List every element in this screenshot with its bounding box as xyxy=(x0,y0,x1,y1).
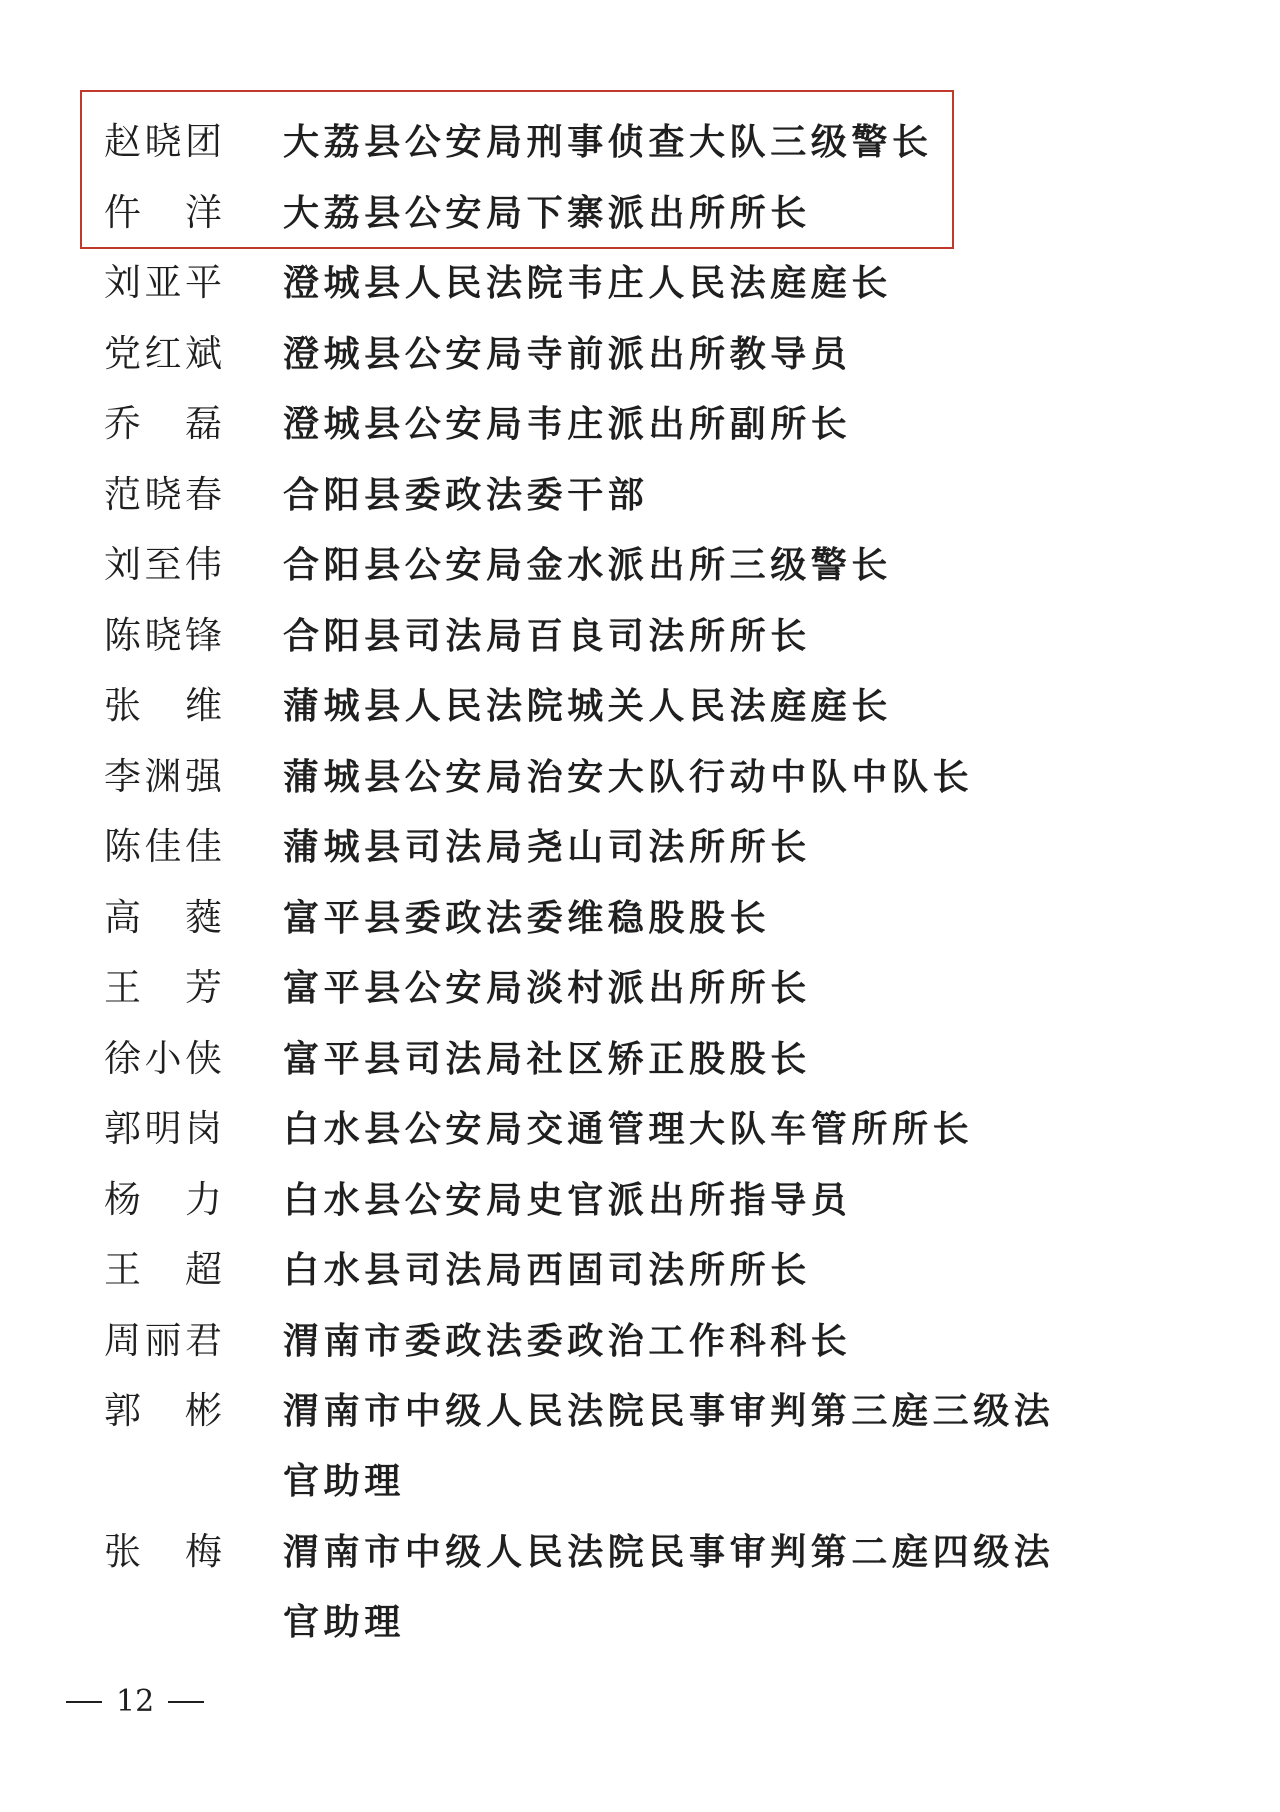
person-name: 张 梅 xyxy=(104,1530,222,1573)
person-title: 合阳县司法局百良司法所所长 xyxy=(283,614,811,657)
list-item xyxy=(0,1095,1280,1166)
person-title: 澄城县人民法院韦庄人民法庭庭长 xyxy=(283,262,893,304)
person-name: 王 芳 xyxy=(104,966,222,1009)
list-item xyxy=(0,1236,1280,1307)
person-title: 白水县公安局交通管理大队车管所所长 xyxy=(283,1108,974,1150)
person-title: 富平县公安局淡村派出所所长 xyxy=(283,967,811,1009)
list-item xyxy=(0,108,1280,179)
person-title: 蒲城县司法局尧山司法所所长 xyxy=(283,826,811,868)
page-number-value: 12 xyxy=(116,1684,155,1719)
list-item xyxy=(0,461,1280,532)
dash-left xyxy=(66,1701,102,1703)
person-name: 刘 亚 平 xyxy=(104,261,222,304)
person-name: 郭 彬 xyxy=(104,1389,222,1432)
person-name: 周 丽 君 xyxy=(104,1318,222,1362)
list-item xyxy=(0,531,1280,602)
person-name: 李 渊 强 xyxy=(104,754,222,798)
person-name: 陈 佳 佳 xyxy=(104,825,222,868)
person-title: 渭南市中级人民法院民事审判第二庭四级法官助理 xyxy=(283,1531,1055,1643)
list-item xyxy=(0,1166,1280,1237)
personnel-list xyxy=(0,108,1280,1659)
list-item xyxy=(0,1377,1280,1518)
person-name: 张 维 xyxy=(104,684,222,727)
person-title: 渭南市中级人民法院民事审判第三庭三级法官助理 xyxy=(283,1390,1055,1502)
page-number xyxy=(66,1682,204,1722)
person-title: 澄城县公安局寺前派出所教导员 xyxy=(283,332,852,375)
person-name: 仵 洋 xyxy=(104,190,222,234)
person-name: 陈 晓 锋 xyxy=(104,613,222,657)
person-name: 王 超 xyxy=(104,1248,222,1291)
person-name: 赵 晓 团 xyxy=(104,120,222,163)
list-item xyxy=(0,954,1280,1025)
list-item xyxy=(0,602,1280,673)
person-title: 白水县司法局西固司法所所长 xyxy=(283,1249,811,1291)
person-title: 渭南市委政法委政治工作科科长 xyxy=(283,1319,852,1362)
person-name: 高 蕤 xyxy=(104,895,222,939)
list-item xyxy=(0,1025,1280,1096)
list-item xyxy=(0,320,1280,391)
person-title: 大荔县公安局刑事侦查大队三级警长 xyxy=(283,121,933,163)
person-title: 富平县委政法委维稳股股长 xyxy=(283,896,771,939)
person-title: 蒲城县人民法院城关人民法庭庭长 xyxy=(283,685,893,727)
person-title: 澄城县公安局韦庄派出所副所长 xyxy=(283,403,852,445)
list-item xyxy=(0,1518,1280,1659)
person-name: 徐 小 侠 xyxy=(104,1036,222,1080)
person-name: 党 红 斌 xyxy=(104,331,222,375)
person-title: 合阳县委政法委干部 xyxy=(283,473,649,516)
list-item xyxy=(0,390,1280,461)
list-item xyxy=(0,743,1280,814)
person-title: 富平县司法局社区矫正股股长 xyxy=(283,1037,811,1080)
list-item xyxy=(0,672,1280,743)
dash-right xyxy=(168,1701,204,1703)
list-item xyxy=(0,884,1280,955)
list-item xyxy=(0,813,1280,884)
list-item xyxy=(0,179,1280,250)
person-name: 乔 磊 xyxy=(104,402,222,445)
person-name: 刘 至 伟 xyxy=(104,543,222,586)
person-name: 郭 明 岗 xyxy=(104,1107,222,1150)
person-title: 蒲城县公安局治安大队行动中队中队长 xyxy=(283,755,974,798)
person-title: 白水县公安局史官派出所指导员 xyxy=(283,1178,852,1221)
list-item xyxy=(0,249,1280,320)
person-title: 合阳县公安局金水派出所三级警长 xyxy=(283,544,893,586)
person-name: 杨 力 xyxy=(104,1177,222,1221)
list-item xyxy=(0,1307,1280,1378)
person-name: 范 晓 春 xyxy=(104,472,222,516)
person-title: 大荔县公安局下寨派出所所长 xyxy=(283,191,811,234)
